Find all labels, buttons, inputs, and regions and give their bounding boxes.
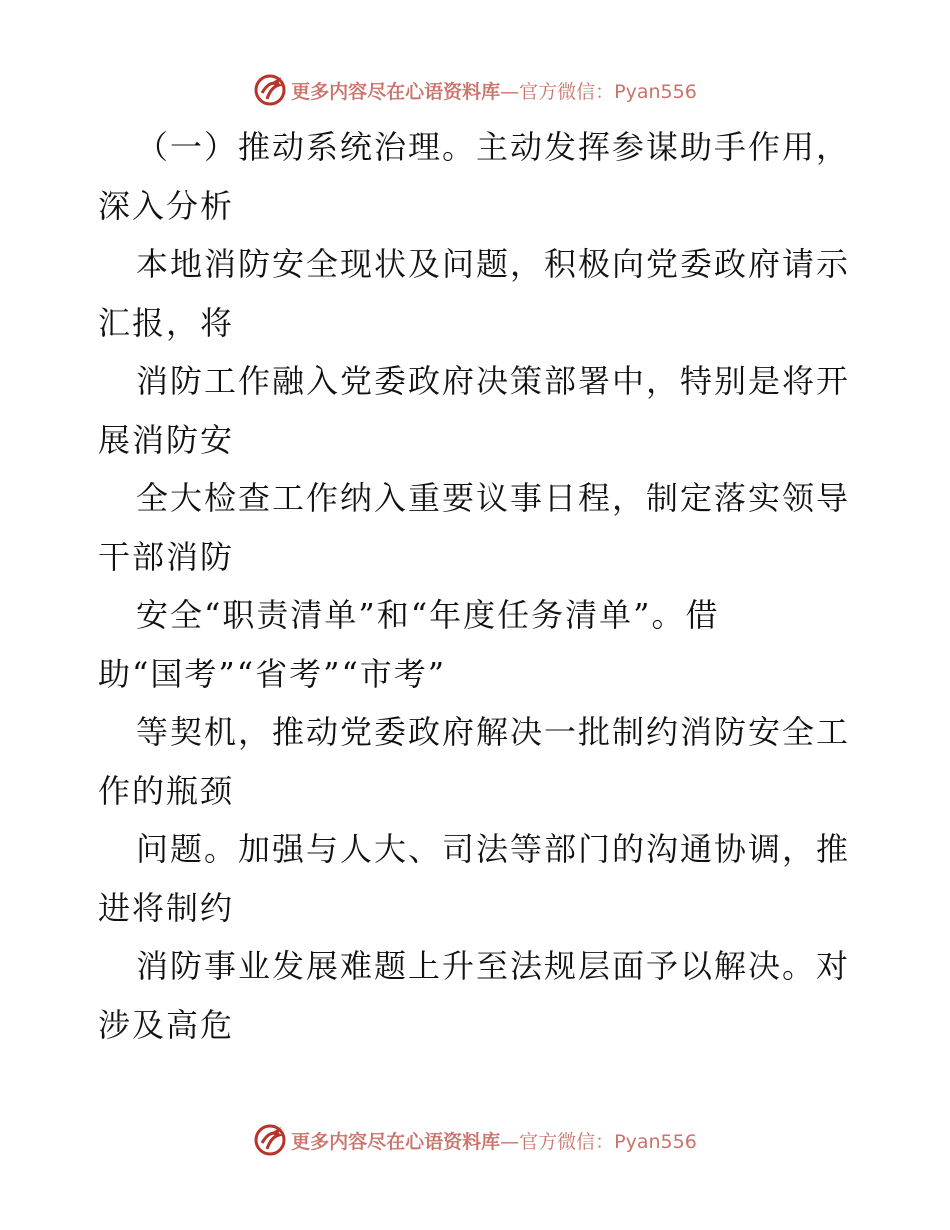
red-swirl-logo-icon <box>253 73 287 107</box>
text-line: 消防工作融入党委政府决策部署中，特别是将开 <box>136 362 851 400</box>
text-line: 消防事业发展难题上升至法规层面予以解决。对 <box>136 947 851 985</box>
text-line: 助“国考”“省考”“市考” <box>98 654 447 693</box>
footer-banner <box>0 1120 950 1160</box>
banner-main: 更多内容尽在心语资料库 <box>291 1130 501 1153</box>
text-line: 安全“职责清单”和“年度任务清单”。借 <box>136 596 720 634</box>
text-line: 涉及高危 <box>98 1005 235 1044</box>
banner-dash: — <box>500 1130 520 1153</box>
text-line: 展消防安 <box>98 420 235 459</box>
banner-sub: 官方微信：Pyan556 <box>519 80 697 103</box>
banner-main: 更多内容尽在心语资料库 <box>291 80 501 103</box>
banner-dash: — <box>500 80 520 103</box>
text-line: 等契机，推动党委政府解决一批制约消防安全工 <box>136 713 851 751</box>
text-line: 本地消防安全现状及问题，积极向党委政府请示 <box>136 245 851 283</box>
text-line: 深入分析 <box>98 186 235 225</box>
document-body <box>98 118 858 1054</box>
banner-text <box>291 1127 697 1154</box>
banner-text <box>291 77 697 104</box>
text-line: 作的瓶颈 <box>98 771 235 810</box>
text-line: 汇报，将 <box>98 303 235 342</box>
text-line: 全大检查工作纳入重要议事日程，制定落实领导 <box>136 479 851 517</box>
text-line: 问题。加强与人大、司法等部门的沟通协调，推 <box>136 830 851 868</box>
banner-sub: 官方微信：Pyan556 <box>519 1130 697 1153</box>
text-line: （一）推动系统治理。主动发挥参谋助手作用， <box>136 128 851 166</box>
header-banner <box>0 70 950 110</box>
text-line: 进将制约 <box>98 888 235 927</box>
text-line: 干部消防 <box>98 537 235 576</box>
red-swirl-logo-icon <box>253 1123 287 1157</box>
